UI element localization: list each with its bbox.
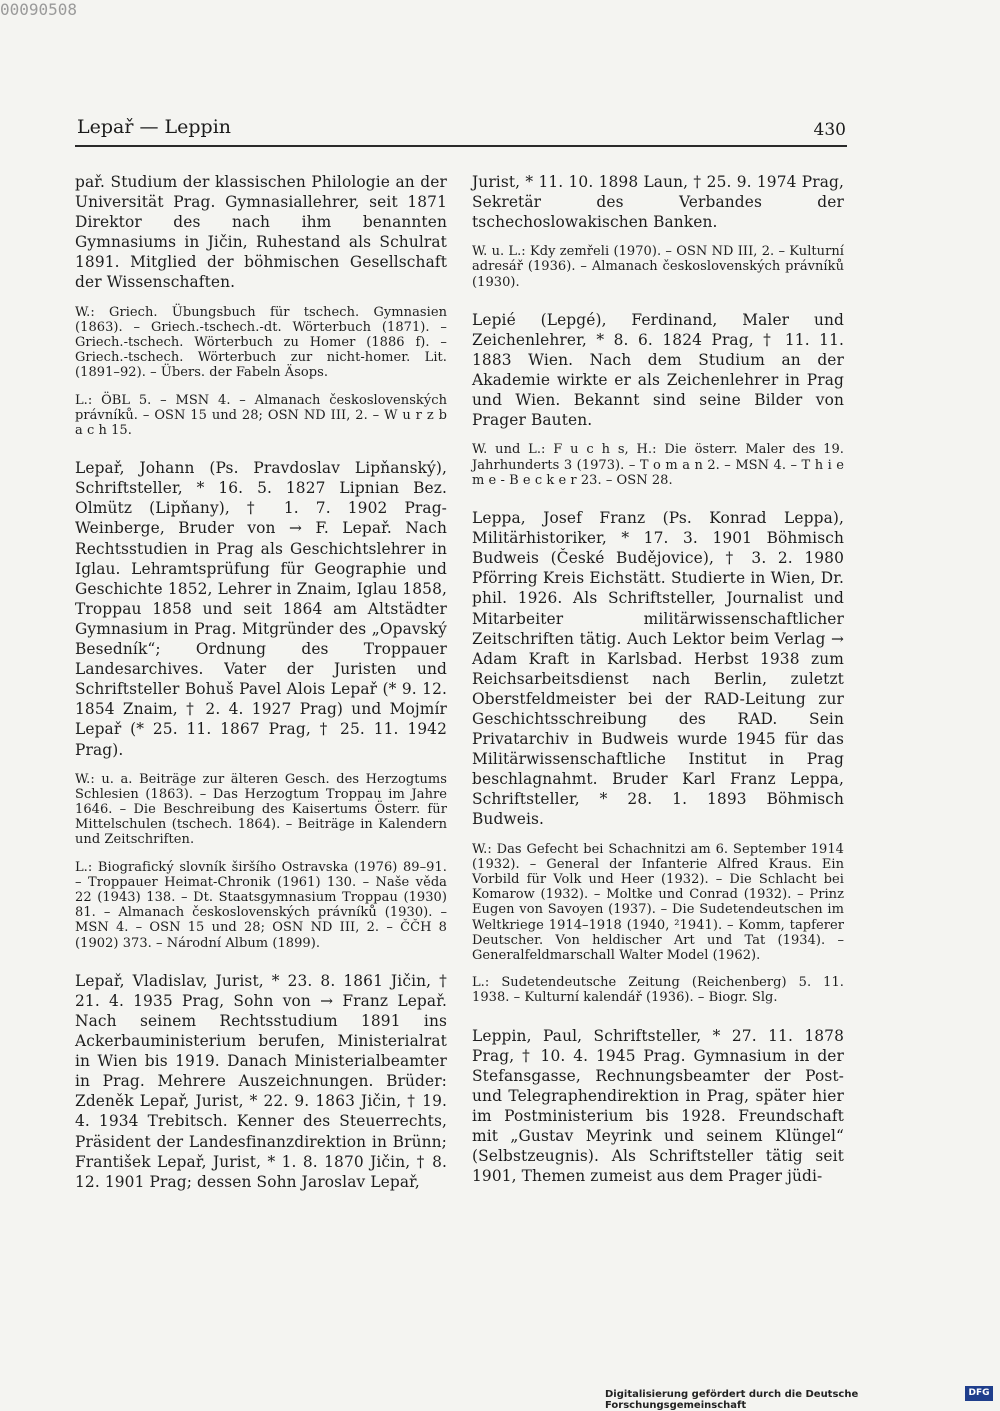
literature-list: L.: Biografický slovník širšího Ostravska (1976) 89–91. – Troppauer Heimat-Chronik (1961) 130. – Naše věda 22 (1943) 138. – Dt. Staatsgymnasium Troppau (1930) 81. – Almanach československých právníků (1930). – MSN 4. – OSN 15 und 28; OSN ND III, 2. – ČČH 8 (1902) 373. – Národní Album (1899). bbox=[75, 859, 447, 951]
running-head: Lepař — Leppin bbox=[77, 116, 232, 138]
entry-lepar-jaroslav-continued: Jurist, * 11. 10. 1898 Laun, † 25. 9. 1974 Prag, Sekretär des Verbandes der tschechoslowakischen Banken. bbox=[472, 173, 844, 232]
page-number: 430 bbox=[813, 120, 846, 140]
entry-lepie-ferdinand: Lepié (Lepgé), Ferdinand, Maler und Zeichenlehrer, * 8. 6. 1824 Prag, † 11. 11. 1883 Wien. Nach dem Studium an der Akademie wirkte er als Zeichenlehrer in Prag und Wien. Bekannt sind seine Bilder von Prager Bauten. bbox=[472, 310, 844, 430]
header-rule bbox=[75, 145, 847, 147]
entry-lepar-vladislav: Lepař, Vladislav, Jurist, * 23. 8. 1861 Jičin, † 21. 4. 1935 Prag, Sohn von → Franz Lepař. Nach seinem Rechtsstudium 1891 ins Ackerbauministerium berufen, Ministerialrat in Wien bis 1919. Danach Ministerialbeamter in Prag. Mehrere Auszeichnungen. Brüder: Zdeněk Lepař, Jurist, * 22. 9. 1863 Jičin, † 19. 4. 1934 Trebitsch. Kenner des Steuerrechts, Präsident der Landesfinanzdirektion in Brünn; František Lepař, Jurist, * 1. 8. 1870 Jičin, † 8. 12. 1901 Prag; dessen Sohn Jaroslav Lepař, bbox=[75, 971, 447, 1191]
works-literature-list: W. u. L.: Kdy zemřeli (1970). – OSN ND III, 2. – Kulturní adresář (1936). – Almanach československých právníků (1930). bbox=[472, 244, 844, 290]
works-list: W.: Griech. Übungsbuch für tschech. Gymnasien (1863). – Griech.-tschech.-dt. Wörterbuch (1871). – Griech.-tschech. Wörterbuch zu Homer (1886 f). – Griech.-tschech. Wörterbuch zur nicht-homer. Lit. (1891–92). – Übers. der Fabeln Äsops. bbox=[75, 304, 447, 381]
entry-leppa-josef-franz: Leppa, Josef Franz (Ps. Konrad Leppa), Militärhistoriker, * 17. 3. 1901 Böhmisch Budweis (České Budějovice), † 3. 2. 1980 Pförring Kreis Eichstätt. Studierte in Wien, Dr. phil. 1926. Als Schriftsteller, Journalist und Mitarbeiter militärwissenschaftlicher Zeitschriften tätig. Auch Lektor beim Verlag → Adam Kraft in Karlsbad. Herbst 1938 zum Reichsarbeitsdienst nach Berlin, zuletzt Oberstfeldmeister bei der RAD-Leitung zur Geschichtsschreibung des RAD. Sein Privatarchiv in Budweis wurde 1945 für das Militärwissenschaftliche Institut in Prag beschlagnahmt. Bruder Karl Franz Leppa, Schriftsteller, * 28. 1. 1893 Böhmisch Budweis. bbox=[472, 509, 844, 829]
entry-lepar-johann: Lepař, Johann (Ps. Pravdoslav Lipňanský), Schriftsteller, * 16. 5. 1827 Lipnian Bez. Olmütz (Lipňany), † 1. 7. 1902 Prag-Weinberge, Bruder von → F. Lepař. Nach Rechtsstudien in Prag als Geschichtslehrer in Iglau. Lehramtsprüfung für Geographie und Geschichte 1852, Lehrer in Znaim, Iglau 1858, Troppau 1858 und seit 1864 am Altstädter Gymnasium in Prag. Mitgründer des „Opavský Besedník“; Ordnung des Troppauer Landesarchives. Vater der Juristen und Schriftsteller Bohuš Pavel Alois Lepař (* 9. 12. 1854 Znaim, † 2. 4. 1927 Prag) und Mojmír Lepař (* 25. 11. 1867 Prag, † 25. 11. 1942 Prag). bbox=[75, 459, 447, 759]
scan-id: 00090508 bbox=[0, 0, 78, 19]
footer-credit: Digitalisierung gefördert durch die Deutsche Forschungsgemeinschaft bbox=[605, 1389, 859, 1411]
dfg-logo: DFG bbox=[965, 1386, 993, 1401]
works-list: W.: Das Gefecht bei Schachnitzi am 6. September 1914 (1932). – General der Infanterie Alfred Kraus. Ein Vorbild für Volk und Heer (1932). – Die Schlacht bei Komarow (1932). – Moltke und Conrad (1932). – Prinz Eugen von Savoyen (1937). – Die Sudetendeutschen im Weltkriege 1914–1918 (1940, ²1941). – Komm, tapferer Deutscher. Von heldischer Art und Tat (1934). – Generalfeldmarschall Walter Model (1962). bbox=[472, 841, 844, 963]
entry-lepar-franz-continued: pař. Studium der klassischen Philologie an der Universität Prag. Gymnasiallehrer, seit 1871 Direktor des nach ihm benannten Gymnasiums in Jičin, Ruhestand als Schulrat 1891. Mitglied der böhmischen Gesellschaft der Wissenschaften. bbox=[75, 173, 447, 292]
works-literature-list: W. und L.: F u c h s, H.: Die österr. Maler des 19. Jahrhunderts 3 (1973). – T o m a n 2. – MSN 4. – T h i e m e - B e c k e r 23. – OSN 28. bbox=[472, 442, 844, 488]
left-column bbox=[75, 172, 447, 1192]
works-list: W.: u. a. Beiträge zur älteren Gesch. des Herzogtums Schlesien (1863). – Das Herzogtum Troppau im Jahre 1646. – Die Beschreibung des Kaisertums Österr. für Mittelschulen (tschech. 1864). – Beiträge in Kalendern und Zeitschriften. bbox=[75, 771, 447, 848]
entry-leppin-paul: Leppin, Paul, Schriftsteller, * 27. 11. 1878 Prag, † 10. 4. 1945 Prag. Gymnasium in der Stefansgasse, Rechnungsbeamter der Post- und Telegraphendirektion in Prag, später hier im Postministerium bis 1928. Freundschaft mit „Gustav Meyrink und seinem Klüngel“ (Selbstzeugnis). Als Schriftsteller tätig seit 1901, Themen zumeist aus dem Prager jüdi- bbox=[472, 1026, 844, 1186]
literature-list: L.: ÖBL 5. – MSN 4. – Almanach československých právníků. – OSN 15 und 28; OSN ND III, 2. – W u r z b a c h 15. bbox=[75, 392, 447, 438]
literature-list: L.: Sudetendeutsche Zeitung (Reichenberg) 5. 11. 1938. – Kulturní kalendář (1936). – Biogr. Slg. bbox=[472, 975, 844, 1006]
right-column bbox=[472, 172, 844, 1186]
